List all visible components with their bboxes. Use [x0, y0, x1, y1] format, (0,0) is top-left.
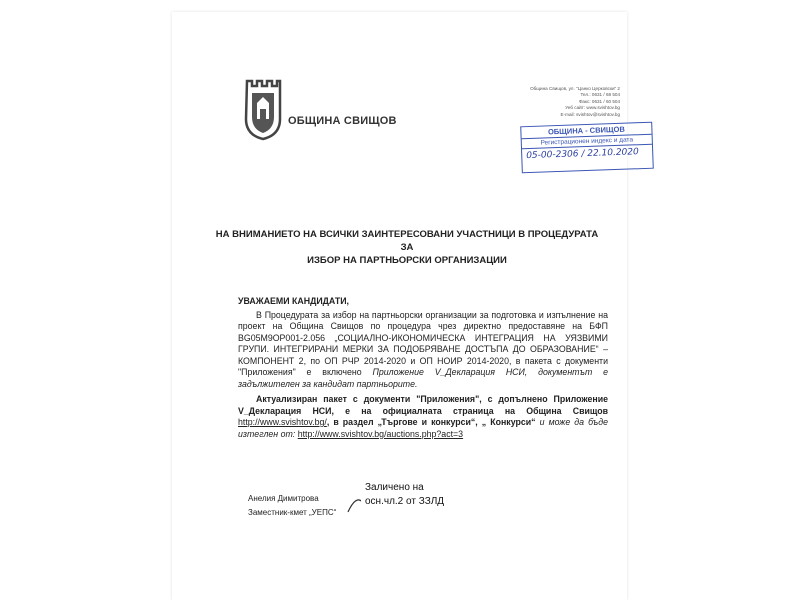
svishtov-homepage-link[interactable]: http://www.svishtov.bg/: [238, 417, 327, 427]
signatory-position: Заместник-кмет „УЕПС“: [248, 508, 337, 517]
stamp-handwritten-number: 05-00-2306 / 22.10.2020: [526, 147, 639, 162]
contact-fax: Факс: 0631 / 60 504: [578, 98, 620, 104]
greeting: УВАЖАЕМИ КАНДИДАТИ,: [238, 296, 349, 306]
registration-stamp: [520, 122, 654, 174]
auctions-page-link[interactable]: http://www.svishtov.bg/auctions.php?act=3: [297, 428, 464, 439]
contact-phone: Тел.: 0631 / 68 504: [580, 92, 620, 98]
contact-address: Община Свищов, ул. "Цанко Церковски" 2: [530, 86, 620, 91]
stamp-title: ОБЩИНА - СВИЩОВ: [521, 123, 651, 140]
contact-email: E-mail: svishtov@svishtov.bg: [560, 111, 620, 117]
letterhead-contact: [500, 86, 620, 118]
paragraph-1-italic: Приложение V_Декларация НСИ, документът е задължителен за кандидат партньорите.: [238, 367, 609, 389]
paragraph-1: [238, 310, 608, 391]
heading-line-2: ИЗБОР НА ПАРТНЬОРСКИ ОРГАНИЗАЦИИ: [307, 255, 507, 266]
signatory-name: Анелия Димитрова: [248, 494, 319, 503]
paragraph-1-text: В Процедурата за избор на партньорски организации за подготовка и изпълнение на проект на Община Свищов по процедура чрез директно предоставяне на БФП BG05M9OP001-2.056 „СОЦИАЛНО-ИКОНОМИЧЕСКА ИНТЕГРАЦИЯ НА УЯЗВИМИ ГРУПИ. ИНТЕГРИРАНИ МЕРКИ ЗА ПОДОБРЯВАНЕ ДОСТЪПА ДО ОБРАЗОВАНИЕ“ – КОМПОНЕНТ 2, по ОП РЧР 2014-2020 и ОП НОИР 2014-2020, в пакета с документи "Приложения" е включено: [238, 309, 608, 377]
signatory-block: [248, 492, 336, 520]
paragraph-2-bold: Актуализиран пакет с документи "Приложения", с допълнено Приложение V_Декларация НСИ, е на официалната страница на Община Свищов: [238, 394, 608, 416]
letter-body: [238, 296, 608, 444]
paragraph-2: [238, 394, 608, 440]
redaction-line-1: Заличено на: [365, 482, 424, 493]
stamp-subtitle: Регистрационен индекс и дата: [522, 135, 652, 150]
municipality-name: ОБЩИНА СВИЩОВ: [288, 115, 397, 127]
heading-line-1: НА ВНИМАНИЕТО НА ВСИЧКИ ЗАИНТЕРЕСОВАНИ УЧАСТНИЦИ В ПРОЦЕДУРАТА ЗА: [215, 229, 599, 253]
paragraph-2-section: , в раздел „Търгове и конкурси“, „ Конкурси“: [326, 417, 536, 427]
redaction-line-2: осн.чл.2 от ЗЗЛД: [365, 496, 445, 507]
municipality-crest-logo: [244, 79, 282, 141]
contact-website: Уеб сайт: www.svishtov.bg: [565, 105, 620, 111]
redaction-note: [361, 478, 474, 520]
notice-heading: [212, 228, 602, 267]
paragraph-2-italic: и може да бъде изтеглен от:: [238, 417, 608, 439]
